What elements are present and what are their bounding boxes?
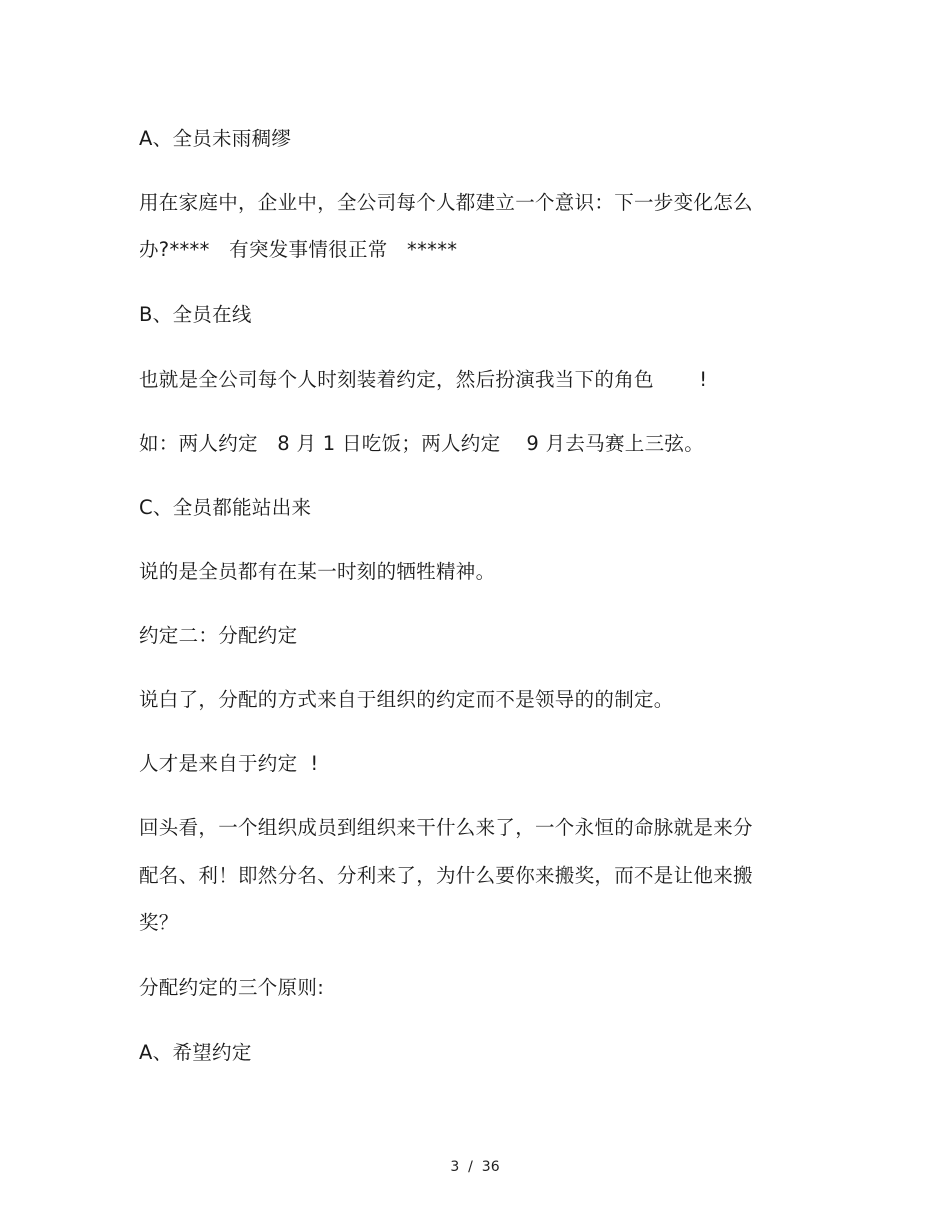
paragraph-line: 如：两人约定 8 月 1 日吃饭；两人约定 9 月去马赛上三弦。 — [139, 432, 705, 455]
paragraph-line: 奖？ — [139, 911, 179, 934]
subheading-c: C、全员都能站出来 — [139, 496, 312, 519]
paragraph-line: 分配约定的三个原则: — [139, 976, 325, 999]
paragraph-line: 说的是全员都有在某一时刻的牺牲精神。 — [139, 560, 496, 583]
paragraph-line: 说白了，分配的方式来自于组织的约定而不是领导的的制定。 — [139, 688, 674, 711]
page-number: 3 / 36 — [450, 1159, 500, 1175]
subheading-a: A、希望约定 — [139, 1041, 252, 1064]
subheading-b: B、全员在线 — [139, 303, 252, 326]
paragraph-line: 用在家庭中，企业中，全公司每个人都建立一个意识：下一步变化怎么 — [139, 191, 753, 214]
paragraph-line: 配名、利！即然分名、分利来了，为什么要你来搬奖，而不是让他来搬 — [139, 864, 753, 887]
paragraph-line: 也就是全公司每个人时刻装着约定，然后扮演我当下的角色 ! — [139, 368, 708, 391]
paragraph-line: 办?**** 有突发事情很正常 ***** — [139, 238, 458, 261]
paragraph-line: 人才是来自于约定 ! — [139, 752, 319, 775]
subheading-a: A、全员未雨稠缪 — [139, 127, 292, 150]
section-heading: 约定二：分配约定 — [139, 624, 298, 647]
paragraph-line: 回头看，一个组织成员到组织来干什么来了，一个永恒的命脉就是来分 — [139, 816, 753, 839]
